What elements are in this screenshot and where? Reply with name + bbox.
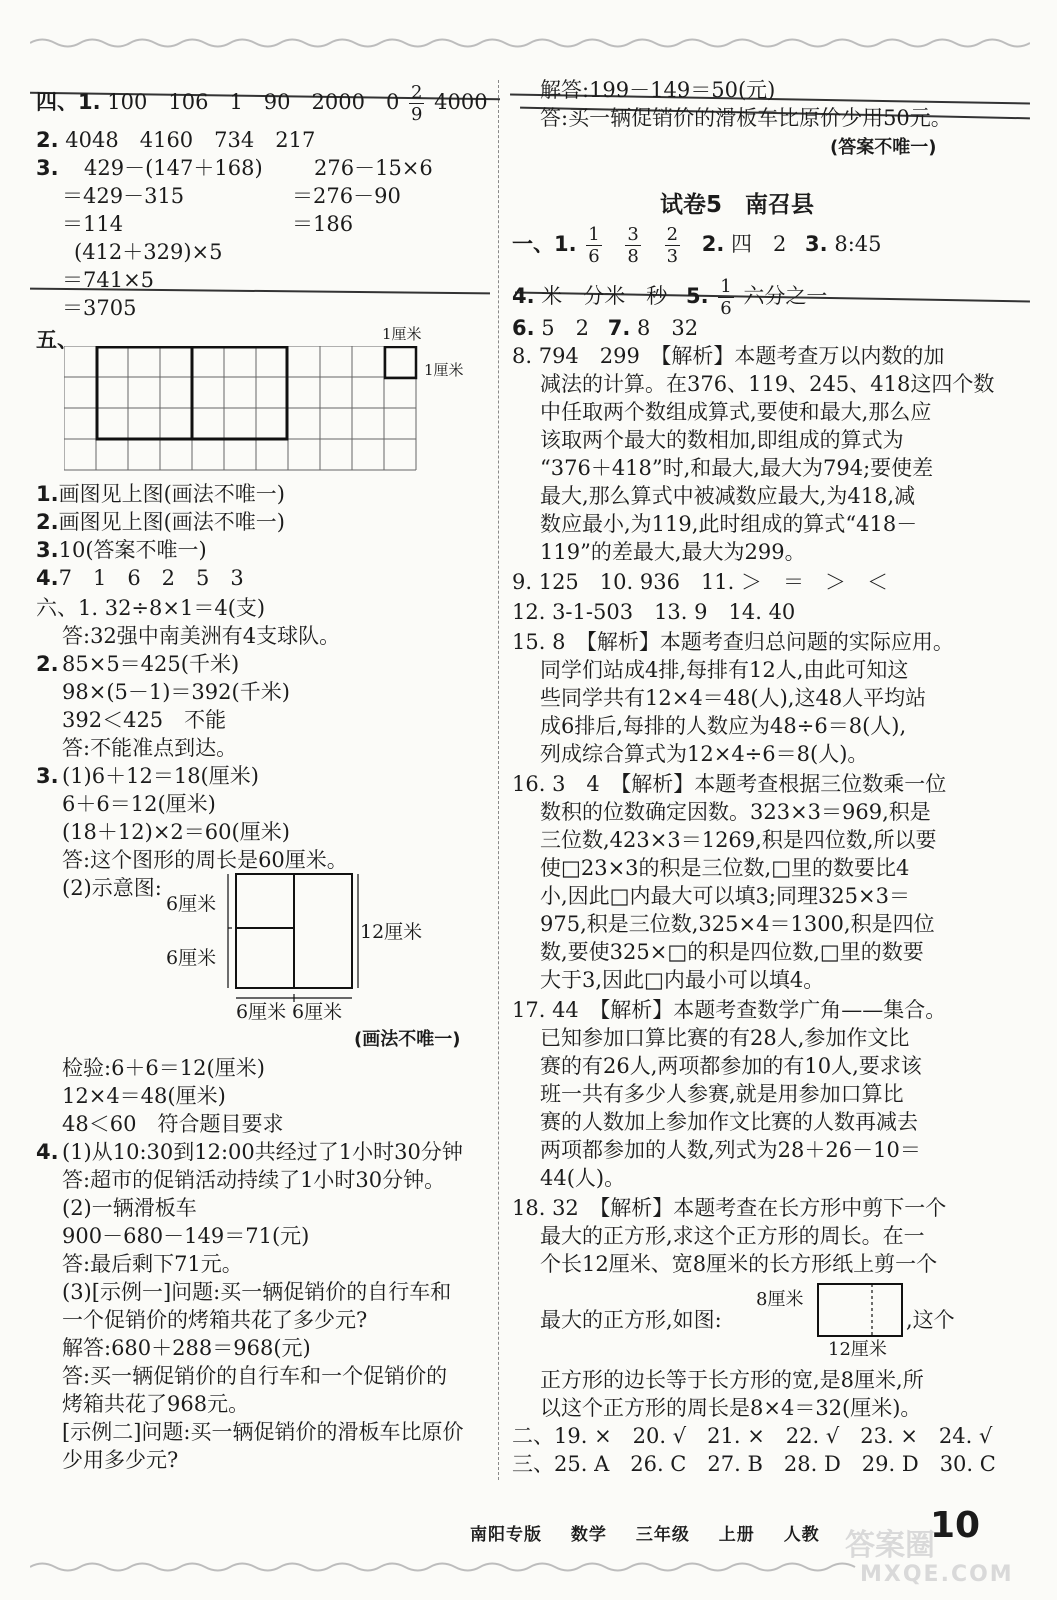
answer-line: 少用多少元? — [62, 1448, 179, 1472]
fraction — [409, 82, 424, 125]
answer-line: [示例二]问题:买一辆促销价的滑板车比原价 — [62, 1420, 464, 1444]
answer-line: (1)6＋12＝18(厘米) — [62, 764, 259, 788]
explanation-line: 数积的位数确定因数。323×3＝969,积是 — [540, 800, 931, 824]
answer-line: 85×5＝425(千米) — [62, 652, 240, 676]
section-label: 五、 — [36, 328, 78, 352]
explanation-line: 班一共有多少人参赛,就是用参加口算比 — [540, 1082, 904, 1106]
unit-label-side: 1厘米 — [424, 361, 464, 379]
explanation-line: 119”的差最大,最大为299。 — [540, 540, 806, 564]
calc-line: ＝429－315 — [62, 184, 185, 208]
answer-line: 48＜60 符合题目要求 — [62, 1112, 284, 1136]
calc-line: (412＋329)×5 — [74, 240, 223, 264]
answer-line: (1)从10:30到12:00共经过了1小时30分钟 — [62, 1140, 463, 1164]
item-label: 7. — [607, 316, 631, 340]
explanation-line: 赛的人数加上参加作文比赛的人数再减去 — [540, 1110, 918, 1134]
footer — [470, 1520, 842, 1545]
answer-text: 六分之一 — [743, 284, 828, 308]
answer-r3 — [512, 314, 698, 342]
fig-label: 6厘米 — [292, 1001, 343, 1023]
answer-text: 8 32 — [636, 316, 699, 340]
explanation-line: 成6排后,每排的人数应为48÷6＝8(人), — [540, 714, 907, 738]
item-label: 2. — [36, 652, 59, 676]
explanation-line: 同学们站成4排,每排有12人,由此可知这 — [540, 658, 909, 682]
answer-line: 12×4＝48(厘米) — [62, 1084, 226, 1108]
item-label: 4. — [512, 284, 535, 308]
answer-r1 — [512, 224, 882, 267]
numerator: 1 — [720, 276, 732, 297]
answer-line: 答:买一辆促销价的自行车和一个促销价的 — [62, 1364, 448, 1388]
explanation-line: 17. 44 【解析】本题考查数学广角——集合。 — [512, 998, 947, 1022]
footer-item: 上册 — [718, 1525, 755, 1545]
fraction — [665, 224, 680, 267]
calc-line: ＝114 — [62, 212, 124, 236]
item-label: 1. — [36, 482, 59, 506]
fig-label: 8厘米 — [756, 1289, 804, 1310]
answer-4-2 — [36, 126, 315, 154]
answer-5-2 — [36, 508, 285, 536]
footer-item: 南阳专版 — [470, 1525, 542, 1545]
explanation-line: 15. 8 【解析】本题考查归总问题的实际应用。 — [512, 630, 954, 654]
answer-line: (2)示意图: — [62, 876, 162, 900]
answer-line: 答:超市的促销活动持续了1小时30分钟。 — [62, 1168, 446, 1192]
answer-r2 — [512, 276, 827, 319]
answer-line: 一个促销价的烤箱共花了多少元? — [62, 1308, 368, 1332]
square-cut-figure — [816, 1282, 906, 1340]
answer-text: 10(答案不唯一) — [58, 538, 207, 562]
answer-4-1 — [36, 82, 488, 125]
answer-line: 900－680－149＝71(元) — [62, 1224, 310, 1248]
item-label: 4. — [36, 1140, 59, 1164]
calc-line: ＝741×5 — [62, 268, 155, 292]
explanation-line: 些同学共有12×4＝48(人),这48人平均站 — [540, 686, 927, 710]
explanation-line: “376＋418”时,和最大,最大为794;要使差 — [540, 456, 934, 480]
denominator: 6 — [588, 246, 600, 267]
explanation-line: 18. 32 【解析】本题考查在长方形中剪下一个 — [512, 1196, 947, 1220]
explanation-line: 数应最小,为119,此时组成的算式“418－ — [540, 512, 918, 536]
note: (画法不唯一) — [354, 1029, 461, 1050]
explanation-line: 以这个正方形的周长是8×4＝32(厘米)。 — [540, 1396, 922, 1420]
section-heading: 试卷5 南召县 — [660, 192, 815, 218]
answer-text: 8:45 — [834, 232, 882, 256]
explanation-line: 8. 794 299 【解析】本题考查万以内数的加 — [512, 344, 945, 368]
calc-line: 276－15×6 — [314, 156, 433, 180]
explanation-line: 两项都参加的人数,列式为28＋26－10＝ — [540, 1138, 921, 1162]
note: (答案不唯一) — [830, 137, 937, 158]
answer-line: 二、19. × 20. √ 21. × 22. √ 23. × 24. √ — [512, 1424, 993, 1448]
answer-line: 解答:199－149＝50(元) — [540, 78, 776, 102]
calc-line: 429－(147＋168) — [84, 156, 263, 180]
answer-line: (18＋12)×2＝60(厘米) — [62, 820, 290, 844]
answer-line: 解答:680＋288＝968(元) — [62, 1336, 311, 1360]
footer-item: 三年级 — [635, 1525, 690, 1545]
item-label: 2. — [36, 128, 59, 152]
footer-item: 人教 — [783, 1525, 820, 1545]
item-label: 3. — [805, 232, 828, 256]
answer-text: 四 2 — [730, 232, 787, 256]
answer-line: 三、25. A 26. C 27. B 28. D 29. D 30. C — [512, 1452, 996, 1476]
explanation-line: 中任取两个数组成算式,要使和最大,那么应 — [540, 400, 932, 424]
answer-line: 答:买一辆促销价的滑板车比原价少用50元。 — [540, 106, 952, 130]
footer-item: 数学 — [570, 1525, 607, 1545]
unit-label-top: 1厘米 — [382, 325, 422, 343]
page-number: 10 — [930, 1505, 981, 1546]
fig-label: 6厘米 — [166, 947, 217, 969]
explanation-line: 三位数,423×3＝1269,积是四位数,所以要 — [540, 828, 937, 852]
answer-text: 4048 4160 734 217 — [65, 128, 316, 152]
fig-label: 12厘米 — [828, 1339, 887, 1360]
answer-text: 画图见上图(画法不唯一) — [58, 482, 285, 506]
answer-line: (3)[示例一]问题:买一辆促销价的自行车和 — [62, 1280, 452, 1304]
explanation-line: 减法的计算。在376、119、245、418这四个数 — [540, 372, 995, 396]
answer-line: 6＋6＝12(厘米) — [62, 792, 216, 816]
column-divider — [498, 80, 499, 1480]
explanation-line: 赛的有26人,两项都参加的有10人,要求该 — [540, 1054, 922, 1078]
explanation-line: 正方形的边长等于长方形的宽,是8厘米,所 — [540, 1368, 924, 1392]
answer-line: 答:这个图形的周长是60厘米。 — [62, 848, 348, 872]
explanation-line: 该取两个最大的数相加,即组成的算式为 — [540, 428, 904, 452]
answer-line: 12. 3-1-503 13. 9 14. 40 — [512, 600, 796, 624]
explanation-line: 小,因此□内最大可以填3;同理325×3＝ — [540, 884, 910, 908]
explanation-line: 最大,那么算式中被减数应最大,为418,减 — [540, 484, 916, 508]
denominator: 6 — [720, 298, 732, 319]
denominator: 9 — [411, 104, 423, 125]
explanation-line: 最大的正方形,如图: — [540, 1308, 722, 1332]
explanation-line: ,这个 — [906, 1308, 955, 1332]
answer-text: 100 106 1 90 2000 0 — [107, 90, 400, 114]
denominator: 3 — [666, 246, 679, 267]
top-wave-border — [30, 36, 1030, 50]
item-label: 6. — [512, 316, 535, 340]
item-label: 4. — [36, 566, 59, 590]
calc-line: ＝186 — [292, 212, 354, 236]
watermark: 答案圈 — [845, 1528, 935, 1563]
numerator: 1 — [588, 224, 600, 245]
calc-line: ＝276－90 — [292, 184, 401, 208]
fraction — [718, 276, 733, 319]
grid-figure — [64, 346, 424, 472]
answer-5-3 — [36, 536, 207, 564]
explanation-line: 个长12厘米、宽8厘米的长方形纸上剪一个 — [540, 1252, 938, 1276]
answer-5-4 — [36, 564, 244, 592]
answer-line: 答:最后剩下71元。 — [62, 1252, 243, 1276]
item-label: 3. — [36, 156, 59, 180]
calc-line: ＝3705 — [62, 296, 137, 320]
item-label: 2. — [36, 510, 59, 534]
fig-label: 6厘米 — [236, 1001, 287, 1023]
answer-line: 烤箱共花了968元。 — [62, 1392, 250, 1416]
answer-text: 米 分米 秒 — [541, 284, 668, 308]
item-label: 5. — [685, 284, 709, 308]
answer-line: 答:32强中南美洲有4支球队。 — [62, 624, 341, 648]
numerator: 2 — [411, 82, 423, 103]
explanation-line: 16. 3 4 【解析】本题考查根据三位数乘一位 — [512, 772, 947, 796]
answer-text: 画图见上图(画法不唯一) — [58, 510, 285, 534]
explanation-line: 大于3,因此□内最小可以填4。 — [540, 968, 825, 992]
explanation-line: 最大的正方形,求这个正方形的周长。在一 — [540, 1224, 925, 1248]
item-label: 一、1. — [512, 232, 577, 256]
fig-label: 6厘米 — [166, 893, 217, 915]
answer-line: 392＜425 不能 — [62, 708, 227, 732]
item-label: 3. — [36, 538, 59, 562]
explanation-line: 已知参加口算比赛的有28人,参加作文比 — [540, 1026, 910, 1050]
answer-line: 98×(5－1)＝392(千米) — [62, 680, 290, 704]
numerator: 2 — [666, 224, 679, 245]
answer-line: 9. 125 10. 936 11. ＞ ＝ ＞ ＜ — [512, 570, 889, 594]
answer-text: 4000 — [434, 90, 488, 114]
answer-5-1 — [36, 480, 285, 508]
answer-line: 检验:6＋6＝12(厘米) — [62, 1056, 265, 1080]
explanation-line: 数,要使325×□的积是四位数,□里的数要 — [540, 940, 924, 964]
answer-line: 六、1. 32÷8×1＝4(支) — [36, 596, 266, 620]
fig-label: 12厘米 — [360, 921, 423, 943]
numerator: 3 — [627, 224, 639, 245]
fraction — [586, 224, 601, 267]
item-label: 2. — [701, 232, 725, 256]
explanation-line: 975,积是三位数,325×4＝1300,积是四位 — [540, 912, 935, 936]
explanation-line: 44(人)。 — [540, 1166, 626, 1190]
item-label: 四、1. — [36, 90, 101, 114]
fraction — [625, 224, 640, 267]
answer-line: (2)一辆滑板车 — [62, 1196, 197, 1220]
denominator: 8 — [627, 246, 639, 267]
answer-text: 7 1 6 2 5 3 — [58, 566, 244, 590]
explanation-line: 使□23×3的积是三位数,□里的数要比4 — [540, 856, 910, 880]
item-label: 3. — [36, 764, 59, 788]
answer-line: 答:不能准点到达。 — [62, 736, 238, 760]
answer-text: 5 2 — [541, 316, 590, 340]
explanation-line: 列成综合算式为12×4÷6＝8(人)。 — [540, 742, 869, 766]
watermark-url: MXQE.COM — [860, 1562, 1014, 1587]
